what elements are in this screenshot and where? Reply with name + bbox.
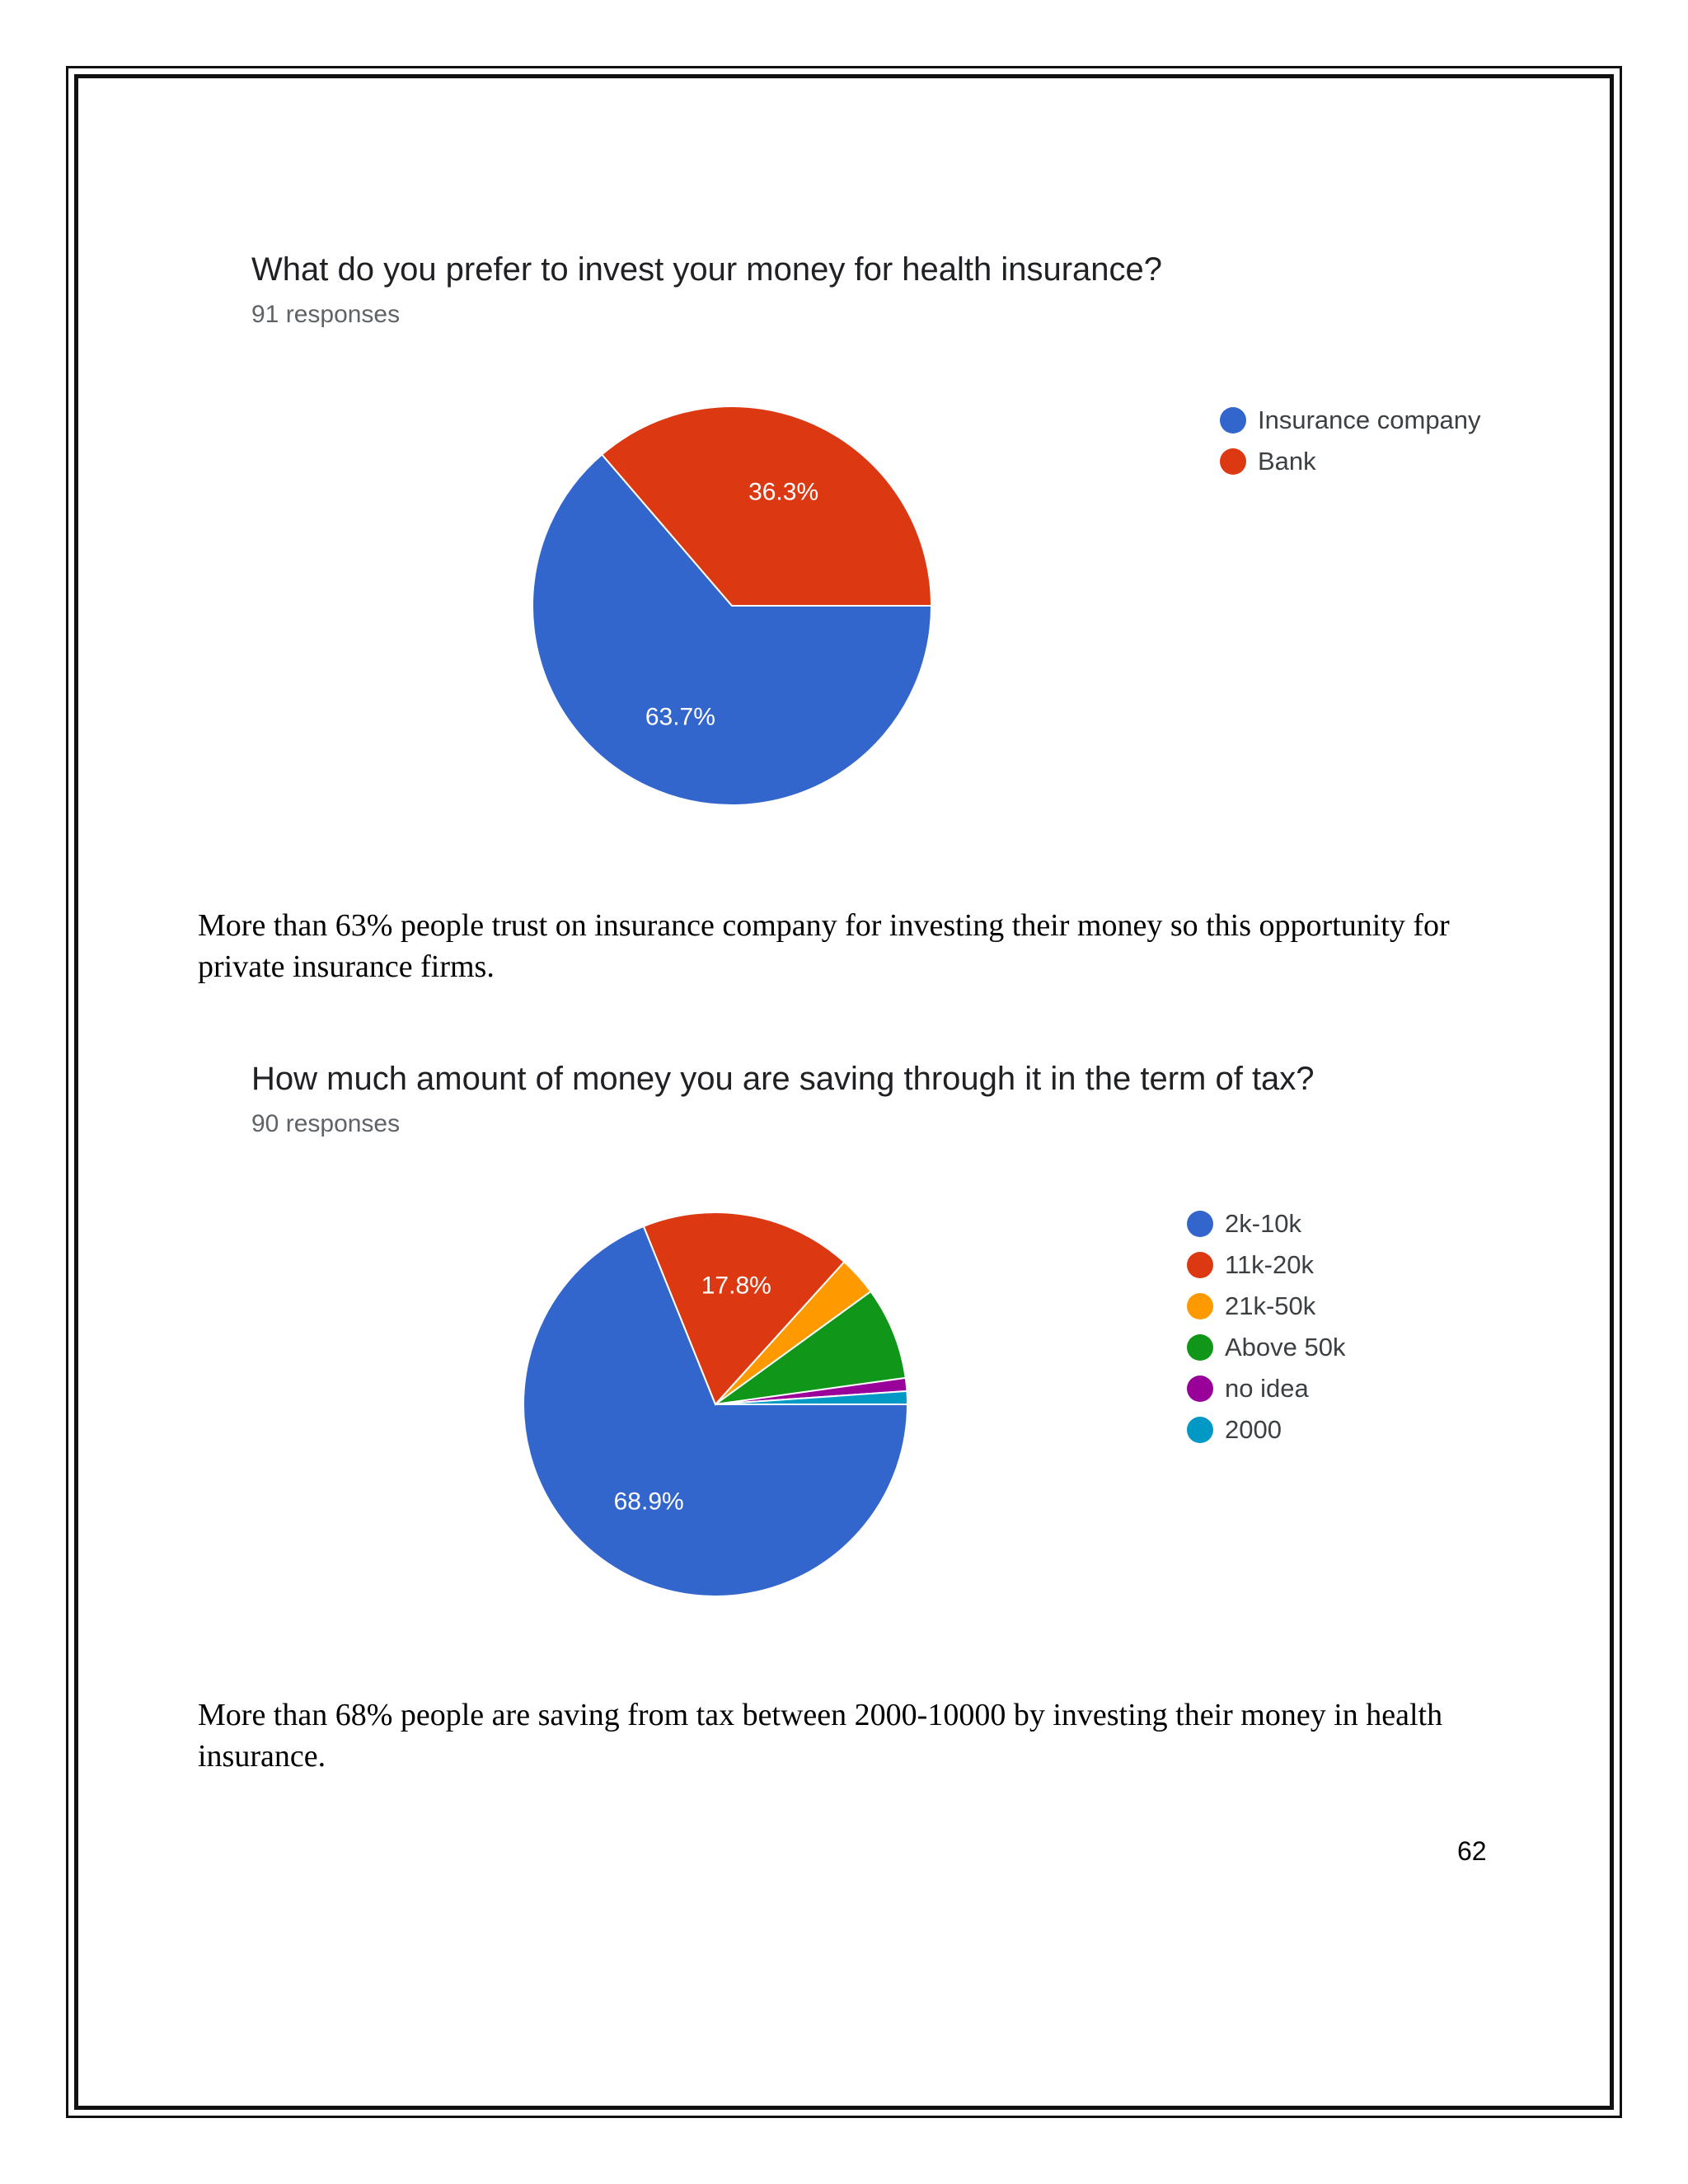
- legend-swatch: [1187, 1252, 1213, 1278]
- legend-label: 2000: [1225, 1415, 1282, 1444]
- legend-swatch: [1220, 407, 1246, 434]
- pie-svg: [247, 251, 1533, 878]
- page-number: 62: [1457, 1836, 1487, 1866]
- legend-label: Above 50k: [1225, 1333, 1346, 1361]
- chart-title: What do you prefer to invest your money for health insurance?: [251, 251, 1163, 288]
- legend-swatch: [1187, 1334, 1213, 1361]
- pie-chart-investment-preference: [247, 251, 1533, 878]
- legend-label: 2k-10k: [1225, 1209, 1302, 1238]
- legend-item-2k-10k: [1187, 1203, 1346, 1244]
- legend-item-insurance-company: [1220, 400, 1481, 441]
- legend-swatch: [1187, 1417, 1213, 1443]
- slice-data-label: 63.7%: [645, 703, 715, 731]
- legend-item-bank: [1220, 441, 1481, 482]
- pie-chart-tax-savings: [247, 1061, 1533, 1687]
- legend-label: 21k-50k: [1225, 1291, 1316, 1320]
- chart-legend: [1220, 400, 1481, 482]
- legend-swatch: [1187, 1211, 1213, 1237]
- legend-item-21k-50k: [1187, 1286, 1346, 1327]
- legend-item-above-50k: [1187, 1327, 1346, 1368]
- chart-legend: [1187, 1203, 1346, 1451]
- legend-item-11k-20k: [1187, 1244, 1346, 1286]
- legend-label: Insurance company: [1258, 405, 1481, 434]
- analysis-paragraph: More than 68% people are saving from tax between 2000-10000 by investing their money in health insurance.: [198, 1698, 1443, 1774]
- slice-data-label: 17.8%: [701, 1272, 771, 1300]
- legend-item-no-idea: [1187, 1368, 1346, 1409]
- legend-swatch: [1187, 1293, 1213, 1319]
- slice-data-label: 68.9%: [613, 1488, 684, 1516]
- legend-label: 11k-20k: [1225, 1250, 1314, 1279]
- legend-swatch: [1187, 1376, 1213, 1402]
- analysis-paragraph: More than 63% people trust on insurance company for investing their money so this opportunity for private insurance firms.: [198, 908, 1450, 984]
- chart-title: How much amount of money you are saving through it in the term of tax?: [251, 1061, 1315, 1097]
- legend-label: no idea: [1225, 1374, 1309, 1403]
- chart-response-count: 91 responses: [251, 301, 401, 328]
- legend-item-2000: [1187, 1409, 1346, 1451]
- slice-data-label: 36.3%: [748, 478, 819, 506]
- chart-response-count: 90 responses: [251, 1110, 401, 1137]
- legend-label: Bank: [1258, 447, 1316, 476]
- legend-swatch: [1220, 448, 1246, 475]
